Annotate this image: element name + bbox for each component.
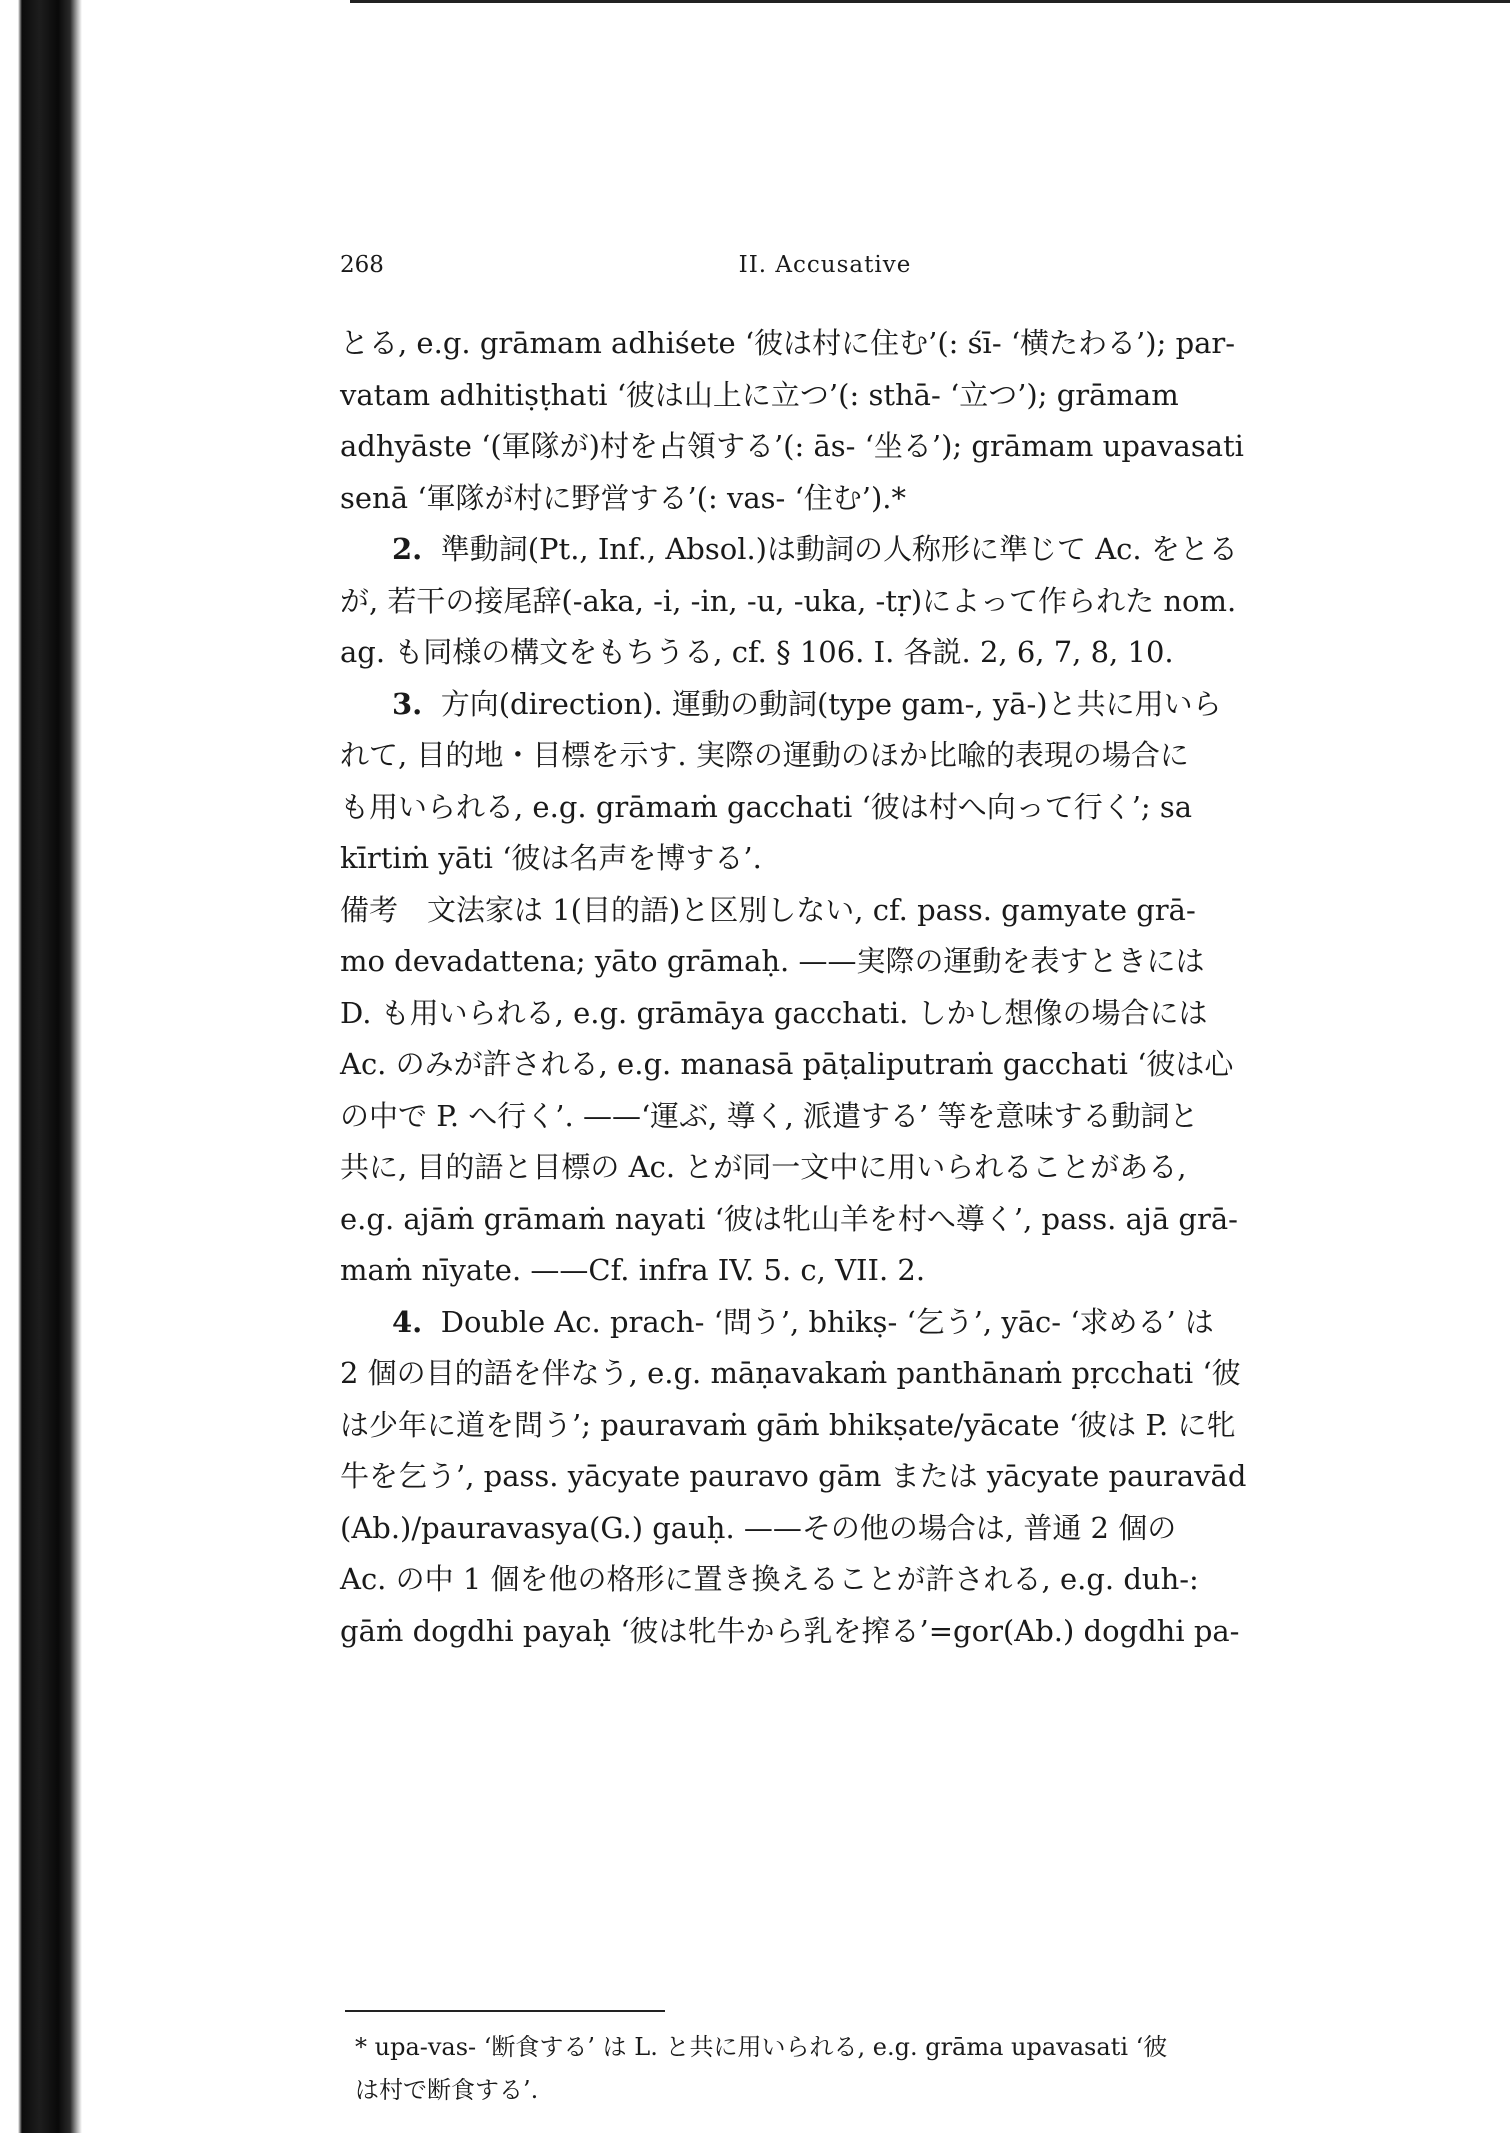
footnote-rule: [345, 2010, 665, 2012]
footnote: [355, 2026, 1315, 2112]
text-line: adhyāste ‘(軍隊が)村を占領する’(: ās- ‘坐る’); grāmam upavasati: [340, 429, 1244, 463]
section-number: 3.: [392, 686, 423, 721]
text-line: とる, e.g. grāmam adhiśete ‘彼は村に住む’(: śī- ‘横たわる’); par-: [340, 326, 1236, 360]
paragraph-2: [340, 524, 1315, 679]
text-line: れて, 目的地・目標を示す. 実際の運動のほか比喩的表現の場合に: [340, 738, 1189, 772]
paragraph-3: [340, 679, 1315, 885]
text-line: 共に, 目的語と目標の Ac. とが同一文中に用いられることがある,: [340, 1150, 1187, 1184]
text-line: は少年に道を問う’; pauravaṁ gāṁ bhikṣate/yācate ‘彼は P. に牝: [340, 1407, 1236, 1442]
section-number: 4.: [392, 1304, 423, 1339]
text-line: (Ab.)/pauravasya(G.) gauḥ. ——その他の場合は, 普通 2 個の: [340, 1510, 1177, 1545]
text-line: gāṁ dogdhi payaḥ ‘彼は牝牛から乳を搾る’=gor(Ab.) dogdhi pa-: [340, 1613, 1240, 1648]
book-binding-shadow: [0, 0, 82, 2133]
text-line: maṁ nīyate. ——Cf. infra IV. 5. c, VII. 2.: [340, 1253, 926, 1287]
text-line: の中で P. へ行く’. ——‘運ぶ, 導く, 派遣する’ 等を意味する動詞と: [340, 1098, 1199, 1133]
text-line: vatam adhitiṣṭhati ‘彼は山上に立つ’(: sthā- ‘立つ’); grāmam: [340, 377, 1179, 412]
text-line: 方向(direction). 運動の動詞(type gam-, yā-)と共に用いら: [440, 686, 1222, 721]
paragraph-1: [340, 318, 1315, 524]
text-line: e.g. ajāṁ grāmaṁ nayati ‘彼は牝山羊を村へ導く’, pass. ajā grā-: [340, 1201, 1238, 1236]
paragraph-4: [340, 1297, 1315, 1658]
text-line: 準動詞(Pt., Inf., Absol.)は動詞の人称形に準じて Ac. をとる: [440, 532, 1238, 566]
text-line: Ac. のみが許される, e.g. manasā pāṭaliputraṁ gacchati ‘彼は心: [340, 1047, 1234, 1081]
footnote-line: * upa-vas- ‘断食する’ は L. と共に用いられる, e.g. grāma upavasati ‘彼: [355, 2033, 1168, 2061]
text-line: D. も用いられる, e.g. grāmāya gacchati. しかし想像の場合には: [340, 995, 1208, 1030]
running-header: [340, 252, 1310, 282]
text-line: senā ‘軍隊が村に野営する’(: vas- ‘住む’).*: [340, 480, 907, 515]
text-line: が, 若干の接尾辞(-aka, -i, -in, -u, -uka, -tṛ)によって作られた nom.: [340, 583, 1237, 618]
paragraph-remark: [340, 885, 1315, 1297]
text-line: も用いられる, e.g. grāmaṁ gacchati ‘彼は村へ向って行く’; sa: [340, 789, 1193, 824]
text-line: ag. も同様の構文をもちうる, cf. § 106. I. 各説. 2, 6, 7, 8, 10.: [340, 635, 1174, 669]
top-edge-rule: [350, 0, 1510, 3]
page-number: 268: [340, 252, 384, 278]
text-line: Double Ac. prach- ‘問う’, bhikṣ- ‘乞う’, yāc- ‘求める’ は: [440, 1304, 1214, 1339]
running-title: II. Accusative: [738, 252, 912, 278]
text-line: 2 個の目的語を伴なう, e.g. māṇavakaṁ panthānaṁ pṛcchati ‘彼: [340, 1356, 1241, 1390]
section-number: 2.: [392, 532, 423, 566]
main-text: [340, 318, 1315, 1657]
text-line: kīrtiṁ yāti ‘彼は名声を博する’.: [340, 841, 762, 875]
text-line: Ac. の中 1 個を他の格形に置き換えることが許される, e.g. duh-:: [340, 1562, 1199, 1596]
text-line: 備考 文法家は 1(目的語)と区別しない, cf. pass. gamyate grā-: [340, 892, 1196, 927]
footnote-line: は村で断食する’.: [355, 2076, 539, 2104]
text-line: mo devadattena; yāto grāmaḥ. ——実際の運動を表すときには: [340, 944, 1205, 978]
text-line: 牛を乞う’, pass. yācyate pauravo gām または yācyate pauravād: [340, 1459, 1247, 1493]
